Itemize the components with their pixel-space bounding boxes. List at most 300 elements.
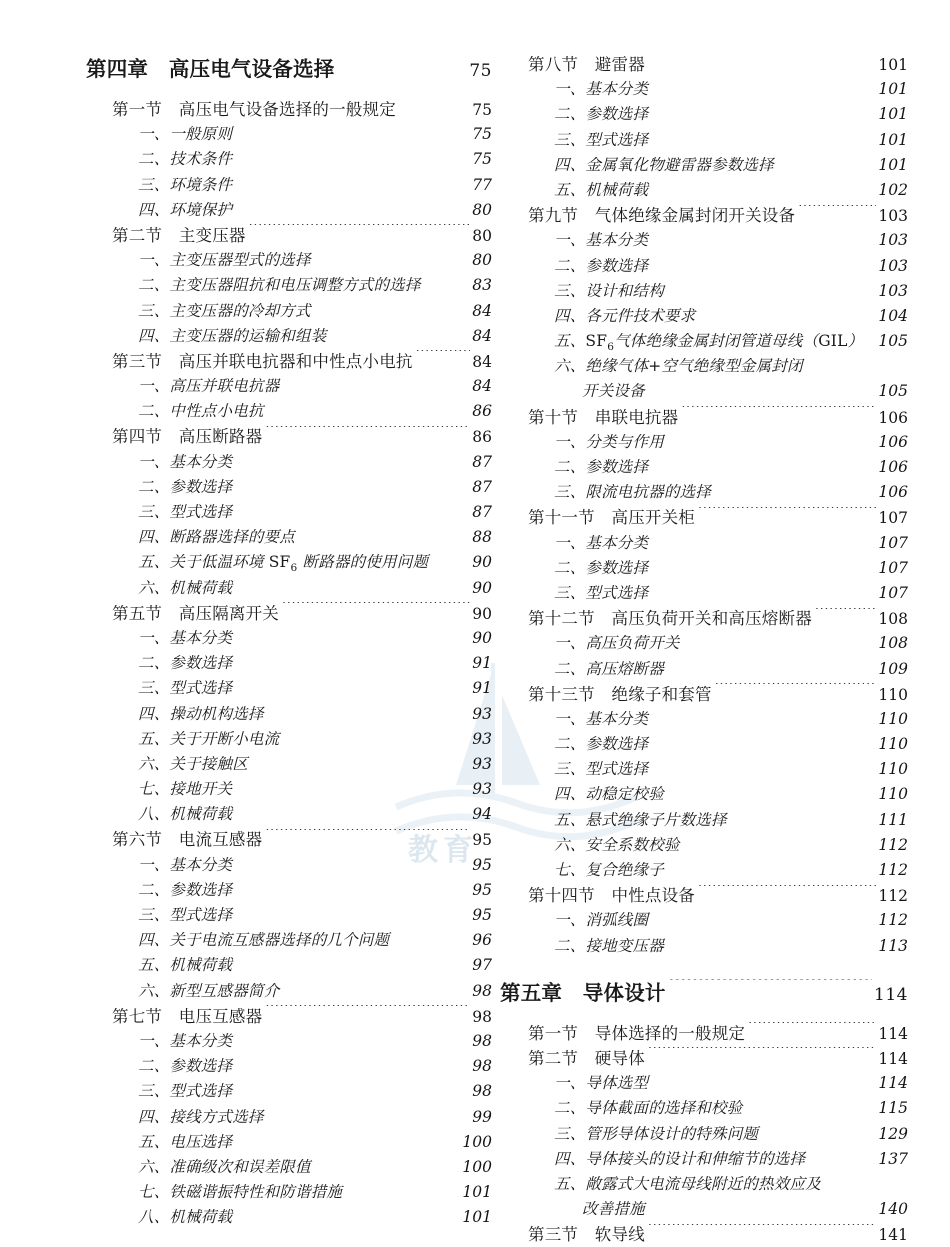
- toc-entry-item[interactable]: [138, 752, 492, 777]
- toc-entry-label: 四、导体接头的设计和伸缩节的选择: [554, 1149, 806, 1168]
- toc-entry-item[interactable]: [138, 299, 492, 324]
- toc-page-number: 108: [878, 610, 908, 629]
- toc-leader-dots: [667, 658, 877, 674]
- toc-entry-item[interactable]: [138, 1029, 492, 1054]
- toc-entry-item[interactable]: [138, 500, 492, 525]
- toc-page-number: 101: [878, 80, 908, 99]
- toc-entry-label: 四、环境保护: [138, 200, 233, 219]
- toc-page-number: 98: [472, 1082, 492, 1101]
- toc-entry-label: 一、高压并联电抗器: [138, 377, 280, 396]
- toc-leader-dots: [815, 608, 877, 625]
- toc-entry-label: 八、机械荷载: [138, 1208, 233, 1227]
- toc-entry-label: 五、机械荷载: [554, 180, 649, 199]
- toc-page-number: 84: [472, 301, 492, 320]
- toc-page-number: 103: [878, 207, 908, 226]
- toc-leader-dots: [235, 1081, 470, 1097]
- toc-entry-section[interactable]: [528, 405, 908, 430]
- toc-entry-item[interactable]: [138, 953, 492, 978]
- toc-page-number: 105: [878, 382, 908, 401]
- toc-entry-item[interactable]: [554, 228, 908, 253]
- toc-leader-dots: [651, 532, 876, 548]
- toc-page-number: 98: [472, 981, 492, 1000]
- toc-leader-dots: [431, 552, 470, 568]
- toc-leader-dots: [282, 980, 470, 996]
- toc-entry-item[interactable]: [554, 1197, 908, 1222]
- toc-entry-item[interactable]: [138, 1079, 492, 1104]
- toc-entry-item[interactable]: [138, 802, 492, 827]
- toc-entry-label: 一、基本分类: [138, 628, 233, 647]
- toc-entry-label: 六、安全系数校验: [554, 835, 680, 854]
- toc-entry-label: 第八节 避雷器: [528, 55, 645, 74]
- toc-entry-item[interactable]: [554, 354, 908, 379]
- toc-entry-label: 七、铁磁谐振特性和防谐措施: [138, 1183, 343, 1202]
- toc-entry-item[interactable]: [138, 273, 492, 298]
- toc-entry-label: 一、分类与作用: [554, 432, 664, 451]
- toc-entry-item[interactable]: [554, 1122, 908, 1147]
- toc-leader-dots: [651, 557, 876, 573]
- toc-leader-dots: [282, 728, 470, 744]
- toc-leader-dots: [667, 860, 877, 876]
- toc-leader-dots: [651, 734, 876, 750]
- toc-entry-section[interactable]: [112, 1004, 492, 1029]
- toc-entry-label: 四、金属氧化物避雷器参数选择: [554, 155, 774, 174]
- toc-leader-dots: [251, 753, 470, 769]
- toc-leader-dots: [667, 431, 877, 447]
- toc-page-number: 77: [472, 175, 492, 194]
- toc-entry-item[interactable]: [138, 878, 492, 903]
- toc-leader-dots: [824, 1173, 906, 1189]
- toc-entry-label: 第七节 电压互感器: [112, 1006, 263, 1026]
- toc-entry-label: 一、消弧线圈: [554, 911, 649, 930]
- toc-leader-dots: [235, 1056, 470, 1072]
- toc-page-number: 111: [878, 810, 908, 829]
- toc-entry-section[interactable]: [528, 682, 908, 707]
- toc-entry-item[interactable]: [138, 777, 492, 802]
- toc-entry-label: 六、机械荷载: [138, 578, 233, 597]
- toc-page-number: 140: [878, 1200, 908, 1219]
- toc-entry-label: 四、断路器选择的要点: [138, 528, 296, 547]
- toc-page-number: 103: [878, 281, 908, 300]
- toc-entry-label: 三、限流电抗器的选择: [554, 483, 712, 502]
- toc-entry-label: 五、电压选择: [138, 1132, 233, 1151]
- toc-leader-dots: [298, 527, 470, 543]
- toc-page-number: 106: [878, 483, 908, 502]
- toc-page-number: 88: [472, 528, 492, 547]
- toc-page-number: 107: [878, 583, 908, 602]
- toc-page-number: 114: [878, 1074, 908, 1093]
- toc-page-number: 98: [472, 1031, 492, 1050]
- toc-entry-item[interactable]: [554, 1096, 908, 1121]
- toc-page-number: 113: [878, 936, 908, 955]
- toc-page-number: 110: [878, 685, 908, 704]
- toc-entry-item[interactable]: [138, 928, 492, 953]
- toc-page-number: 141: [878, 1226, 908, 1245]
- toc-entry-label: 二、主变压器阻抗和电压调整方式的选择: [138, 276, 421, 295]
- toc-page-number: 100: [462, 1157, 492, 1176]
- toc-entry-section[interactable]: [112, 601, 492, 626]
- toc-page-number: 114: [874, 984, 908, 1005]
- toc-leader-dots: [235, 577, 470, 593]
- toc-entry-label: 第四节 高压断路器: [112, 427, 263, 447]
- toc-entry-label: 三、型式选择: [138, 679, 233, 698]
- toc-entry-item[interactable]: [554, 254, 908, 279]
- toc-entry-label: 四、接线方式选择: [138, 1107, 264, 1126]
- toc-leader-dots: [651, 708, 876, 724]
- toc-leader-dots: [761, 1123, 876, 1139]
- toc-entry-item[interactable]: [554, 556, 908, 581]
- toc-page-number: 90: [472, 578, 492, 597]
- toc-page-number: 105: [878, 332, 908, 351]
- toc-leader-dots: [651, 104, 876, 120]
- toc-entry-item[interactable]: [138, 853, 492, 878]
- toc-leader-dots: [267, 401, 471, 417]
- toc-page-number: 112: [878, 887, 908, 906]
- toc-page-number: 94: [472, 805, 492, 824]
- toc-entry-label: 二、参数选择: [554, 256, 649, 275]
- toc-leader-dots: [667, 784, 877, 800]
- toc-entry-label: 二、参数选择: [554, 458, 649, 476]
- toc-entry-section[interactable]: [528, 1046, 908, 1071]
- toc-leader-dots: [651, 582, 876, 598]
- toc-entry-item[interactable]: [138, 1105, 492, 1130]
- toc-page-number: 93: [472, 780, 492, 799]
- toc-entry-label: 一、基本分类: [138, 1031, 233, 1050]
- toc-entry-label: 七、复合绝缘子: [554, 861, 664, 879]
- toc-entry-section[interactable]: [112, 827, 492, 852]
- toc-leader-dots: [235, 476, 470, 492]
- toc-entry-item[interactable]: [554, 1071, 908, 1096]
- toc-entry-item[interactable]: [138, 122, 492, 147]
- toc-entry-item[interactable]: [138, 374, 492, 399]
- toc-page-number: 91: [472, 679, 492, 698]
- toc-entry-item[interactable]: [138, 1155, 492, 1180]
- toc-leader-dots: [714, 482, 876, 498]
- toc-entry-section[interactable]: [112, 349, 492, 374]
- toc-leader-dots: [235, 854, 470, 870]
- toc-entry-section[interactable]: [528, 505, 908, 530]
- toc-entry-label: 一、基本分类: [554, 533, 649, 552]
- toc-entry-label: 一、导体选型: [554, 1074, 649, 1093]
- toc-page-number: 107: [878, 533, 908, 552]
- toc-leader-dots: [651, 1073, 876, 1089]
- toc-page-number: 101: [878, 56, 908, 74]
- toc-entry-item[interactable]: [554, 833, 908, 858]
- toc-entry-section[interactable]: [112, 223, 492, 248]
- toc-page-number: 103: [878, 256, 908, 275]
- toc-page-number: 106: [878, 432, 908, 451]
- toc-leader-dots: [235, 905, 470, 921]
- toc-page-number: 112: [878, 835, 908, 854]
- toc-page-number: 75: [469, 61, 492, 81]
- toc-entry-item[interactable]: [554, 430, 908, 455]
- toc-page-number: 80: [472, 251, 492, 270]
- toc-entry-label: 三、主变压器的冷却方式: [138, 301, 311, 320]
- toc-page-number: 112: [878, 861, 908, 879]
- toc-leader-dots: [648, 381, 877, 397]
- toc-leader-dots: [424, 275, 471, 291]
- toc-entry-item[interactable]: [554, 1147, 908, 1172]
- toc-entry-item[interactable]: [554, 908, 908, 933]
- toc-entry-label: 二、导体截面的选择和校验: [554, 1099, 743, 1118]
- toc-leader-dots: [235, 779, 470, 795]
- toc-entry-label: 第十四节 中性点设备: [528, 886, 695, 906]
- toc-leader-dots: [235, 124, 470, 140]
- toc-page-number: 104: [878, 306, 908, 325]
- toc-leader-dots: [866, 331, 876, 347]
- toc-entry-label: 二、参数选择: [138, 477, 233, 496]
- toc-leader-dots: [235, 955, 470, 971]
- toc-entry-item[interactable]: [138, 173, 492, 198]
- toc-page-number: 110: [878, 735, 908, 754]
- toc-entry-label: 第九节 气体绝缘金属封闭开关设备: [528, 206, 796, 226]
- toc-page-number: 95: [472, 906, 492, 924]
- toc-page-number: 101: [462, 1183, 492, 1202]
- toc-entry-item[interactable]: [138, 626, 492, 651]
- toc-entry-item[interactable]: [554, 1172, 908, 1197]
- toc-entry-item[interactable]: [138, 576, 492, 601]
- toc-leader-dots: [798, 205, 876, 222]
- toc-entry-section[interactable]: [528, 883, 908, 908]
- toc-page-number: 86: [472, 402, 492, 421]
- toc-entry-item[interactable]: [138, 727, 492, 752]
- toc-entry-item[interactable]: [554, 808, 908, 833]
- toc-entry-label: 第二节 硬导体: [528, 1048, 645, 1068]
- toc-entry-item[interactable]: [554, 757, 908, 782]
- toc-page-number: 90: [472, 604, 492, 623]
- toc-entry-label: 一、基本分类: [554, 231, 649, 250]
- toc-leader-dots: [282, 376, 470, 392]
- toc-leader-dots: [651, 457, 876, 473]
- toc-entry-item[interactable]: [554, 657, 908, 682]
- toc-entry-label: 八、机械荷载: [138, 805, 233, 824]
- toc-leader-dots: [683, 633, 877, 649]
- toc-entry-label: 一、基本分类: [138, 452, 233, 471]
- toc-entry-section[interactable]: [528, 606, 908, 631]
- toc-page-number: 99: [472, 1107, 492, 1126]
- toc-page-number: 110: [878, 785, 908, 804]
- toc-page-number: 91: [472, 654, 492, 673]
- toc-entry-section[interactable]: [528, 1021, 908, 1046]
- toc-entry-item[interactable]: [138, 903, 492, 928]
- toc-entry-item[interactable]: [138, 525, 492, 550]
- toc-entry-item[interactable]: [554, 858, 908, 883]
- toc-entry-label: 五、$SF_6$气体绝缘金属封闭管道母线（GIL）: [554, 332, 864, 354]
- toc-entry-item[interactable]: [554, 631, 908, 656]
- toc-entry-label: 二、参数选择: [138, 880, 233, 899]
- toc-entry-item[interactable]: [554, 455, 908, 480]
- toc-leader-dots: [235, 1131, 460, 1147]
- toc-entry-label: 三、型式选择: [554, 130, 649, 149]
- toc-entry-item[interactable]: [138, 979, 492, 1004]
- toc-entry-label: 第三节 软导线: [528, 1225, 645, 1245]
- toc-leader-dots: [806, 356, 906, 372]
- toc-entry-item[interactable]: [138, 450, 492, 475]
- toc-entry-item[interactable]: [138, 399, 492, 424]
- toc-leader-dots: [651, 79, 876, 95]
- toc-entry-item[interactable]: [554, 77, 908, 102]
- toc-entry-section[interactable]: [112, 97, 492, 122]
- toc-entry-chapter[interactable]: [86, 52, 492, 86]
- toc-entry-item[interactable]: [138, 1130, 492, 1155]
- toc-entry-label: 三、环境条件: [138, 175, 233, 194]
- toc-leader-dots: [235, 678, 470, 694]
- toc-entry-label: 二、参数选择: [138, 654, 233, 673]
- toc-entry-label: 六、准确级次和误差限值: [138, 1157, 311, 1176]
- toc-leader-dots: [748, 1022, 876, 1039]
- toc-leader-dots: [235, 627, 470, 643]
- toc-leader-dots: [265, 829, 470, 846]
- toc-entry-label: 第一节 高压电气设备选择的一般规定: [112, 100, 396, 119]
- toc-entry-label: 第十三节 绝缘子和套管: [528, 684, 712, 704]
- toc-entry-item[interactable]: [554, 707, 908, 732]
- toc-entry-item[interactable]: [554, 531, 908, 556]
- toc-entry-label: 三、型式选择: [554, 760, 649, 779]
- toc-leader-dots: [235, 1207, 460, 1223]
- toc-entry-item[interactable]: [554, 329, 908, 354]
- toc-entry-label: 开关设备: [582, 382, 645, 401]
- toc-entry-item[interactable]: [554, 379, 908, 404]
- toc-entry-label: 五、机械荷载: [138, 956, 233, 975]
- toc-page-number: 112: [878, 911, 908, 930]
- toc-page-number: 84: [472, 352, 492, 371]
- toc-page-number: 75: [472, 101, 492, 119]
- toc-leader-dots: [648, 1224, 877, 1241]
- toc-entry-label: 改善措施: [582, 1200, 645, 1219]
- toc-leader-dots: [651, 129, 876, 145]
- toc-page-number: 80: [472, 226, 492, 245]
- toc-entry-label: 第十节 串联电抗器: [528, 407, 679, 427]
- toc-page-number: 110: [878, 709, 908, 728]
- toc-entry-item[interactable]: [138, 1205, 492, 1230]
- toc-page-number: 103: [878, 231, 908, 250]
- toc-leader-dots: [698, 885, 876, 902]
- toc-entry-item[interactable]: [554, 178, 908, 203]
- toc-entry-item[interactable]: [554, 732, 908, 757]
- toc-entry-label: 一、一般原则: [138, 125, 233, 144]
- toc-entry-item[interactable]: [138, 702, 492, 727]
- toc-page-number: 109: [878, 659, 908, 678]
- toc-leader-dots: [329, 325, 470, 341]
- toc-entry-section[interactable]: [528, 1222, 908, 1247]
- toc-entry-item[interactable]: [138, 324, 492, 349]
- toc-entry-label: 五、悬式绝缘子片数选择: [554, 810, 727, 829]
- toc-entry-label: 二、中性点小电抗: [138, 402, 264, 421]
- toc-entry-section[interactable]: [528, 203, 908, 228]
- toc-page-number: 115: [878, 1099, 908, 1118]
- toc-entry-label: 一、基本分类: [554, 709, 649, 728]
- toc-entry-label: 三、型式选择: [554, 583, 649, 602]
- toc-entry-label: 第六节 电流互感器: [112, 830, 263, 850]
- toc-page-number: 90: [472, 628, 492, 647]
- toc-leader-dots: [745, 1098, 876, 1114]
- toc-leader-dots: [235, 174, 470, 190]
- toc-leader-dots: [235, 149, 470, 165]
- toc-entry-label: 五、关于开断小电流: [138, 729, 280, 748]
- toc-leader-dots: [337, 56, 467, 77]
- toc-entry-item[interactable]: [554, 581, 908, 606]
- toc-entry-label: 六、新型互感器简介: [138, 981, 280, 1000]
- toc-leader-dots: [314, 300, 471, 316]
- toc-leader-dots: [669, 979, 872, 1000]
- toc-entry-item[interactable]: [554, 279, 908, 304]
- toc-entry-label: 第五节 高压隔离开关: [112, 603, 279, 623]
- toc-page-number: 114: [878, 1049, 908, 1068]
- toc-entry-label: 第五章 导体设计: [500, 980, 666, 1005]
- toc-entry-section[interactable]: [528, 52, 908, 77]
- toc-entry-item[interactable]: [138, 248, 492, 273]
- toc-leader-dots: [235, 1030, 470, 1046]
- toc-entry-item[interactable]: [554, 128, 908, 153]
- toc-entry-label: 二、参数选择: [138, 1057, 233, 1076]
- toc-entry-item[interactable]: [138, 1054, 492, 1079]
- toc-entry-item[interactable]: [554, 782, 908, 807]
- toc-entry-item[interactable]: [554, 304, 908, 329]
- toc-entry-chapter[interactable]: [500, 976, 908, 1010]
- toc-entry-item[interactable]: [138, 147, 492, 172]
- toc-leader-dots: [715, 683, 877, 700]
- toc-entry-label: 第十二节 高压负荷开关和高压熔断器: [528, 609, 812, 629]
- toc-entry-label: 第三节 高压并联电抗器和中性点小电抗: [112, 351, 413, 371]
- toc-entry-item[interactable]: [138, 550, 492, 575]
- toc-page-number: 97: [472, 956, 492, 975]
- toc-entry-label: 六、绝缘气体+空气绝缘型金属封闭: [554, 357, 803, 376]
- toc-entry-label: 二、技术条件: [138, 150, 233, 169]
- toc-leader-dots: [235, 502, 470, 518]
- toc-page-number: 96: [472, 931, 492, 950]
- toc-page-number: 114: [878, 1024, 908, 1043]
- toc-entry-item[interactable]: [138, 198, 492, 223]
- toc-leader-dots: [648, 1199, 877, 1215]
- toc-entry-section[interactable]: [112, 424, 492, 449]
- toc-entry-label: 二、接地变压器: [554, 936, 664, 955]
- toc-entry-label: 二、参数选择: [554, 558, 649, 577]
- toc-entry-item[interactable]: [554, 934, 908, 959]
- toc-entry-label: 二、参数选择: [554, 105, 649, 124]
- toc-entry-label: 六、关于接触区: [138, 754, 248, 773]
- toc-leader-dots: [648, 1047, 877, 1064]
- toc-entry-item[interactable]: [138, 676, 492, 701]
- toc-column-right: [500, 52, 908, 1247]
- toc-leader-dots: [698, 507, 876, 524]
- toc-leader-dots: [698, 305, 876, 321]
- toc-entry-label: 五、敞露式大电流母线附近的热效应及: [554, 1174, 821, 1193]
- toc-page-number: 86: [472, 428, 492, 447]
- toc-leader-dots: [314, 250, 471, 266]
- toc-leader-dots: [416, 350, 471, 367]
- toc-entry-item[interactable]: [554, 102, 908, 127]
- toc-page-number: 75: [472, 150, 492, 169]
- toc-leader-dots: [267, 703, 471, 719]
- toc-leader-dots: [651, 179, 876, 195]
- toc-entry-item[interactable]: [554, 153, 908, 178]
- toc-page-number: 98: [472, 1007, 492, 1026]
- toc-leader-dots: [667, 935, 877, 951]
- toc-page-number: 75: [472, 125, 492, 144]
- toc-page-number: 95: [472, 855, 492, 874]
- toc-leader-dots: [282, 602, 470, 619]
- toc-page-number: 98: [472, 1057, 492, 1076]
- toc-entry-item[interactable]: [554, 480, 908, 505]
- toc-entry-label: 三、设计和结构: [554, 281, 664, 300]
- toc-entry-item[interactable]: [138, 651, 492, 676]
- toc-entry-label: 四、主变压器的运输和组装: [138, 326, 327, 345]
- toc-entry-label: 第二节 主变压器: [112, 225, 246, 245]
- toc-entry-item[interactable]: [138, 475, 492, 500]
- toc-entry-label: 第一节 导体选择的一般规定: [528, 1023, 746, 1043]
- toc-leader-dots: [651, 759, 876, 775]
- toc-leader-dots: [681, 406, 876, 423]
- toc-entry-item[interactable]: [138, 1180, 492, 1205]
